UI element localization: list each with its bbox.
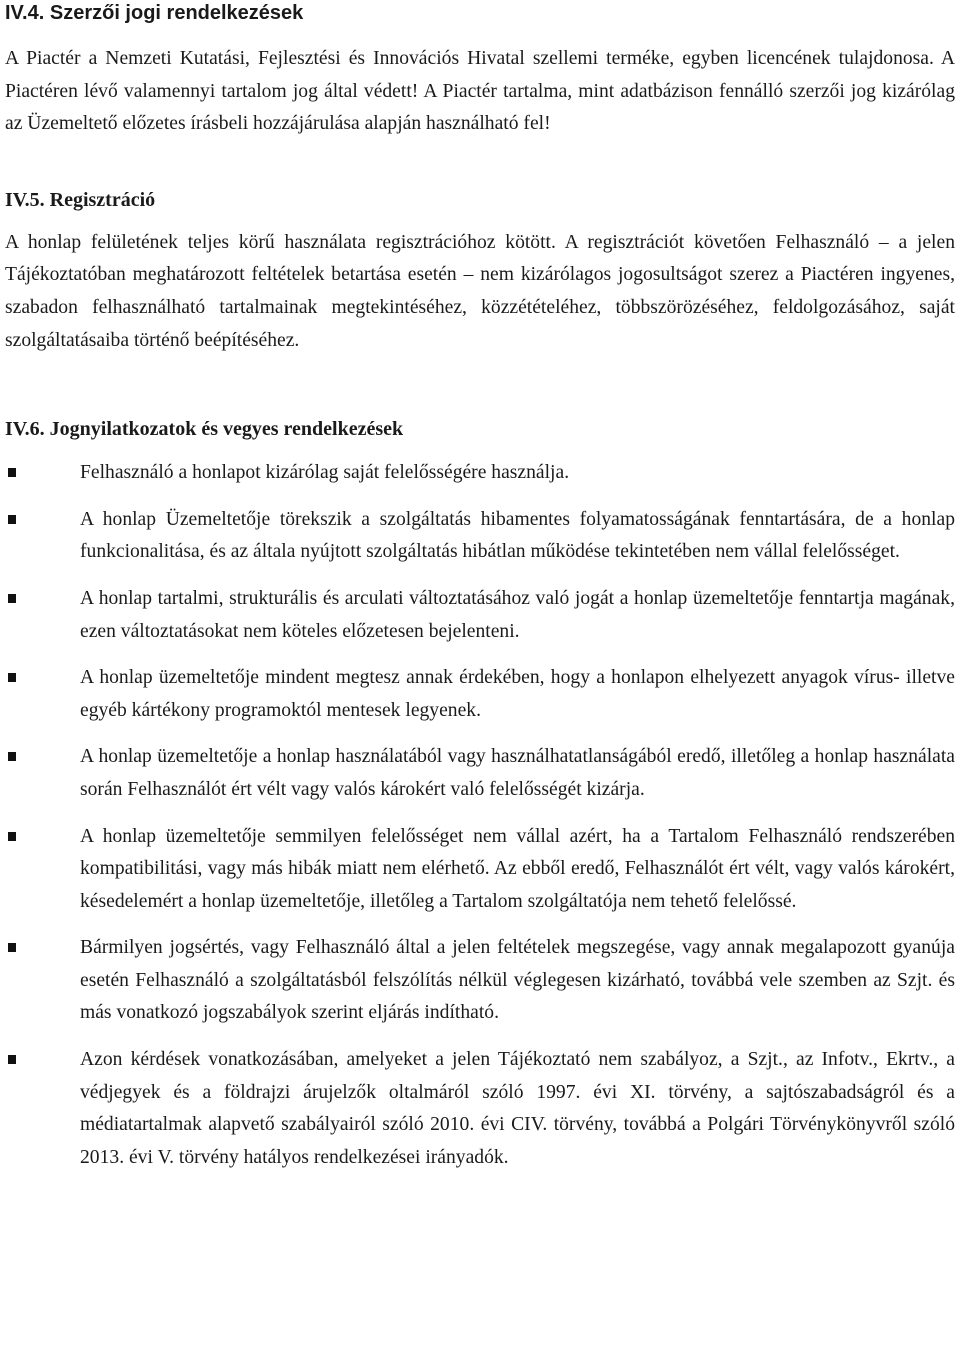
list-item-text: A honlap üzemeltetője mindent megtesz annak érdekében, hogy a honlapon elhelyezett anyagok vírus- illetve egyéb kártékony programoktól mentesek legyenek. xyxy=(80,667,955,721)
section-title-copyright: IV.4. Szerzői jogi rendelkezések xyxy=(5,2,304,24)
document-page xyxy=(5,0,955,1188)
list-item-text: A honlap üzemeltetője a honlap használatából vagy használhatatlanságából eredő, illetőleg a honlap használata során Felhasználót ért vélt vagy valós károkért való felelősségét kizárja. xyxy=(80,746,955,800)
list-item xyxy=(5,741,955,806)
list-item-text: A honlap üzemeltetője semmilyen felelősséget nem vállal azért, ha a Tartalom Felhasználó rendszerében kompatibilitási, vagy más hibák miatt nem elérhető. Az ebből eredő, Felhasználót ért vélt, vagy valós károkért, késedelemért a honlap üzemeltetője, illetőleg a Tartalom szolgáltatója nem tehető felelőssé. xyxy=(80,825,955,912)
list-item-text: Bármilyen jogsértés, vagy Felhasználó által a jelen feltételek megszegése, vagy annak megalapozott gyanúja esetén Felhasználó a szolgáltatásból felszólítás nélkül véglegesen kizárható, továbbá vele szemben az Szjt. és más vonatkozó jogszabályok szerint eljárás indítható. xyxy=(80,937,955,1024)
section-title-registration: IV.5. Regisztráció xyxy=(5,188,156,211)
list-item-text: A honlap tartalmi, strukturális és arculati változtatásához való jogát a honlap üzemeltetője fenntartja magának, ezen változtatásokat nem köteles előzetesen bejelenteni. xyxy=(80,587,955,642)
list-item xyxy=(5,504,955,569)
list-item xyxy=(5,821,955,919)
list-item-text: Azon kérdések vonatkozásában, amelyeket a jelen Tájékoztató nem szabályoz, a Szjt., az Infotv., Ekrtv., a védjegyek és a földrajzi árujelzők oltalmáról szóló 1997. évi XI. törvény, a sajtószabadságról és a médiatartalmak alapvető szabályairól szóló 2010. évi CIV. törvény, továbbá a Polgári Törvénykönyvről szóló 2013. évi V. törvény hatályos rendelkezései irányadók. xyxy=(80,1049,955,1168)
section-text-copyright: A Piactér a Nemzeti Kutatási, Fejlesztési és Innovációs Hivatal szellemi terméke, egyben licencének tulajdonosa. A Piactéren lévő valamennyi tartalom jog által védett! A Piactér tartalma, mint adatbázison fennálló szerzői jog kizárólag az Üzemeltető előzetes írásbeli hozzájárulása alapján használható fel! xyxy=(5,48,955,135)
list-item-text: A honlap Üzemeltetője törekszik a szolgáltatás hibamentes folyamatosságának fenntartására, de a honlap funkcionalitása, és az általa nyújtott szolgáltatás hibátlan működése tekintetében nem vállal felelősséget. xyxy=(80,508,955,563)
square-bullet-icon xyxy=(8,515,16,524)
legal-statements-list xyxy=(5,457,955,1174)
square-bullet-icon xyxy=(8,594,16,603)
list-item xyxy=(5,932,955,1030)
list-item xyxy=(5,583,955,648)
section-title-legal-statements: IV.6. Jognyilatkozatok és vegyes rendelkezések xyxy=(5,418,404,441)
list-item xyxy=(5,457,955,490)
square-bullet-icon xyxy=(8,1055,16,1064)
list-item xyxy=(5,662,955,727)
square-bullet-icon xyxy=(8,752,16,761)
list-item xyxy=(5,1044,955,1174)
list-item-text: Felhasználó a honlapot kizárólag saját felelősségére használja. xyxy=(80,462,570,484)
square-bullet-icon xyxy=(8,832,16,841)
section-text-registration: A honlap felületének teljes körű használata regisztrációhoz kötött. A regisztrációt követően Felhasználó – a jelen Tájékoztatóban meghatározott feltételek betartása esetén – nem kizárólagos jogosultságot szerez a Piactéren ingyenes, szabadon felhasználható tartalmainak megtekintéséhez, közzétételéhez, többszörözéséhez, feldolgozásához, saját szolgáltatásaiba történő beépítéséhez. xyxy=(5,231,955,351)
square-bullet-icon xyxy=(8,673,16,682)
square-bullet-icon xyxy=(8,468,16,477)
square-bullet-icon xyxy=(8,943,16,952)
